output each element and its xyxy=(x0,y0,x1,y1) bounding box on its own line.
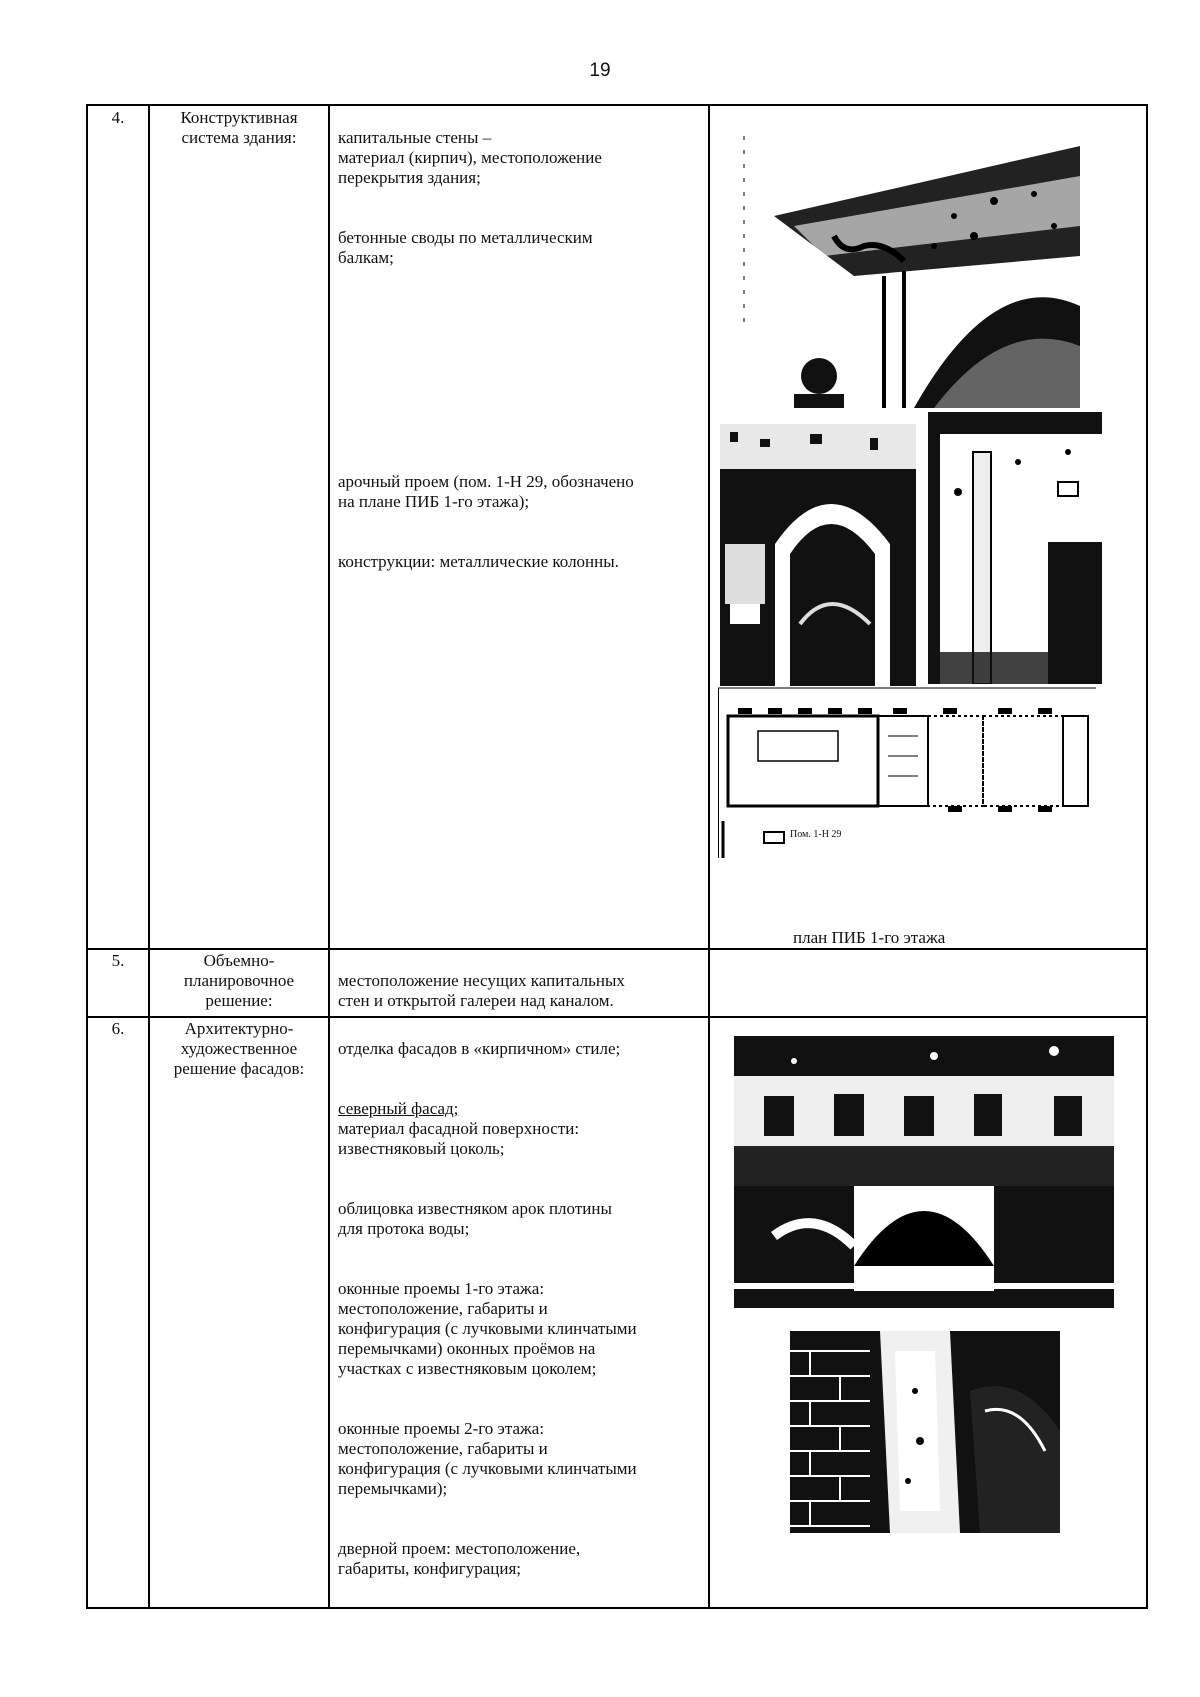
north-facade-body: материал фасадной поверхности: известняковый цоколь; xyxy=(338,1119,580,1158)
desc-paragraph: отделка фасадов в «кирпичном» стиле; xyxy=(338,1039,621,1058)
north-facade-title: северный фасад; xyxy=(338,1099,459,1118)
column-divider xyxy=(708,106,710,1607)
row-number: 4. xyxy=(111,108,125,127)
heritage-table xyxy=(86,104,1148,1609)
desc-paragraph: дверной проем: местоположение, габариты, конфигурация; xyxy=(338,1539,581,1578)
desc-paragraph xyxy=(338,1099,703,1159)
desc-paragraph: конструкции: металлические колонны. xyxy=(338,552,619,571)
column-divider xyxy=(328,106,330,1607)
brick-corner-photo xyxy=(790,1331,1060,1533)
row-name: Объемно- планировочное решение: xyxy=(183,951,295,1010)
desc-paragraph: капитальные стены – материал (кирпич), местоположение перекрытия здания; xyxy=(338,128,602,187)
desc-paragraph: местоположение несущих капитальных стен и открытой галереи над каналом. xyxy=(338,971,625,1010)
desc-paragraph: облицовка известняком арок плотины для протока воды; xyxy=(338,1199,612,1238)
desc-paragraph: оконные проемы 1-го этажа: местоположение, габариты и конфигурация (с лучковыми клинчатыми перемычками) оконных проёмов на участках с известняковым цоколем; xyxy=(338,1279,637,1378)
desc-paragraph: арочный проем (пом. 1-Н 29, обозначено на плане ПИБ 1-го этажа); xyxy=(338,472,634,511)
row-description xyxy=(338,108,703,308)
row-number: 5. xyxy=(111,951,125,970)
row-description xyxy=(338,452,703,612)
desc-paragraph: оконные проемы 2-го этажа: местоположение, габариты и конфигурация (с лучковыми клинчатыми перемычками); xyxy=(338,1419,637,1498)
row-divider xyxy=(88,948,1146,950)
column-divider xyxy=(148,106,150,1607)
arch-opening-photo xyxy=(720,424,916,686)
metal-column-photo xyxy=(928,412,1102,684)
plan-legend-label: Пом. 1-Н 29 xyxy=(790,829,842,840)
row-name: Конструктивная система здания: xyxy=(180,108,298,147)
row-description xyxy=(338,1019,703,1619)
floor-plan-caption: план ПИБ 1-го этажа xyxy=(793,928,946,947)
floor-plan-drawing xyxy=(718,686,1096,858)
desc-paragraph: бетонные своды по металлическим балкам; xyxy=(338,228,593,267)
vault-photo xyxy=(734,106,1080,408)
row-name: Архитектурно- художественное решение фасадов: xyxy=(173,1019,305,1078)
row-number: 6. xyxy=(111,1019,125,1038)
page-number: 19 xyxy=(589,60,611,81)
north-facade-photo xyxy=(734,1036,1114,1308)
